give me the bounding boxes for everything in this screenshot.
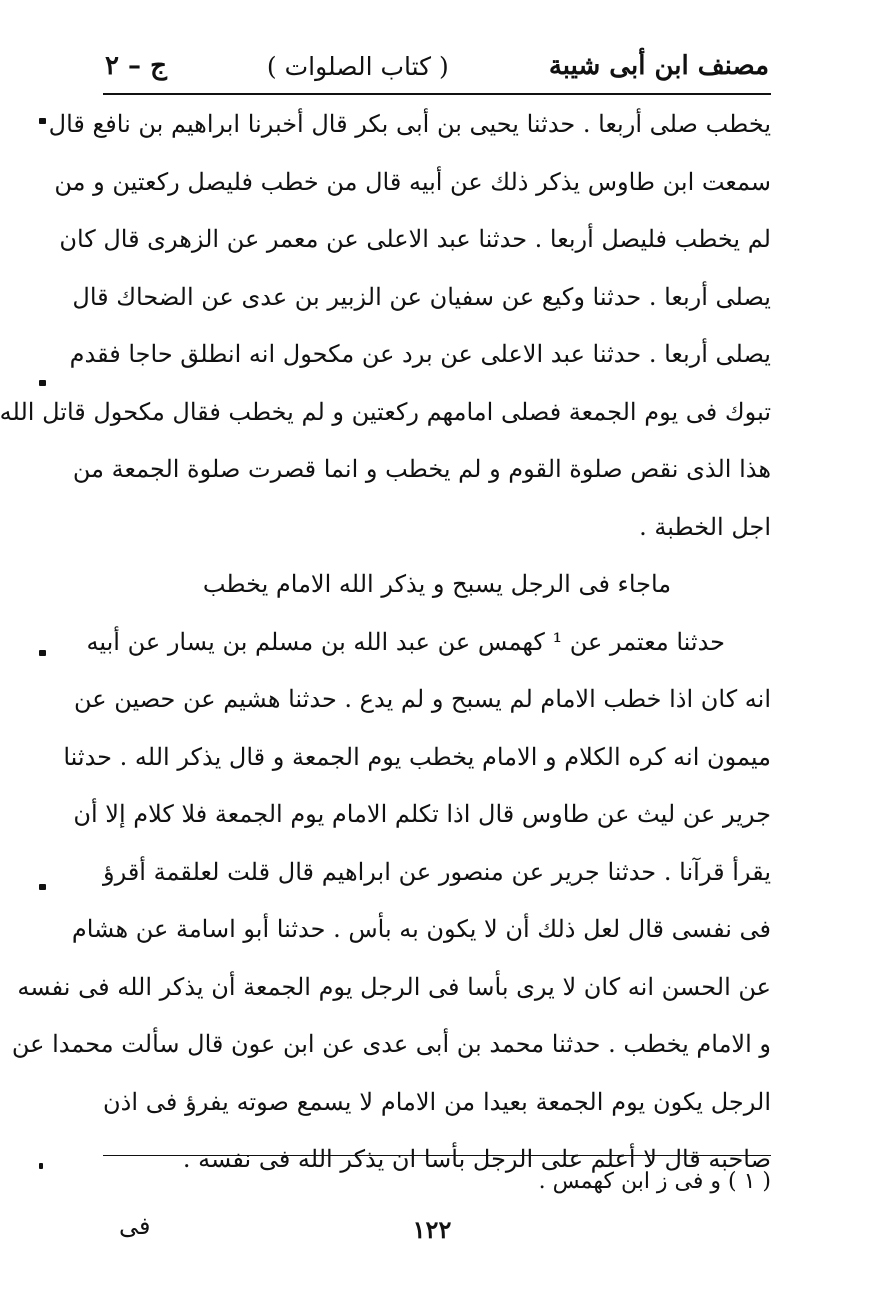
- text-line: سمعت ابن طاوس يذكر ذلك عن أبيه قال من خطب فليصل ركعتين و من: [54, 167, 771, 196]
- text-line: يصلى أربعا . حدثنا وكيع عن سفيان عن الزبير بن عدى عن الضحاك قال: [72, 282, 771, 311]
- text-line: يصلى أربعا . حدثنا عبد الاعلى عن برد عن مكحول انه انطلق حاجا فقدم: [69, 340, 771, 368]
- running-header: [105, 42, 769, 90]
- text-line: اجل الخطبة .: [639, 512, 771, 541]
- section-heading: ماجاء فى الرجل يسبح و يذكر الله الامام يخطب: [202, 570, 672, 598]
- header-rule: [103, 93, 771, 95]
- text-line: عن الحسن انه كان لا يرى بأسا فى الرجل يوم الجمعة أن يذكر الله فى نفسه: [17, 972, 771, 1001]
- text-line: و الامام يخطب . حدثنا محمد بن أبى عدى عن ابن عون قال سألت محمدا عن: [11, 1030, 771, 1058]
- text-line: جرير عن ليث عن طاوس قال اذا تكلم الامام يوم الجمعة فلا كلام إلا أن: [73, 800, 771, 828]
- text-line: صاحبه قال لا أعلم على الرجل بأسا ان يذكر الله فى نفسه .: [182, 1145, 771, 1173]
- footnote: ( ١ ) و فى ز ابن كهمس .: [538, 1169, 771, 1194]
- text-line: هذا الذى نقص صلوة القوم و لم يخطب و انما قصرت صلوة الجمعة من: [72, 455, 771, 483]
- text-line: يخطب صلى أربعا . حدثنا يحيى بن أبى بكر قال أخبرنا ابراهيم بن نافع قال: [48, 110, 771, 138]
- text-body: [0, 96, 771, 1189]
- text-line: حدثنا معتمر عن ¹ كهمس عن عبد الله بن مسلم بن يسار عن أبيه: [86, 627, 725, 656]
- footnote-rule: [103, 1155, 771, 1156]
- text-line: لم يخطب فليصل أربعا . حدثنا عبد الاعلى عن معمر عن الزهرى قال كان: [59, 225, 771, 253]
- volume-label: ج – ٢: [105, 51, 167, 81]
- binding-hole-mark: [39, 884, 46, 890]
- binding-hole-mark: [39, 650, 46, 656]
- page-number: ١٢٢: [412, 1215, 452, 1244]
- catchword: فى: [119, 1212, 151, 1240]
- chapter-title: ( كتاب الصلوات ): [266, 51, 449, 81]
- binding-hole-mark: [39, 1163, 43, 1169]
- text-line: يقرأ قرآنا . حدثنا جرير عن منصور عن ابراهيم قال قلت لعلقمة أقرؤ: [103, 857, 771, 886]
- book-title: مصنف ابن أبى شيبة: [548, 51, 769, 81]
- text-line: تبوك فى يوم الجمعة فصلى امامهم ركعتين و لم يخطب فقال مكحول قاتل الله: [0, 397, 771, 426]
- text-line: ميمون انه كره الكلام و الامام يخطب يوم الجمعة و قال يذكر الله . حدثنا: [63, 742, 771, 771]
- binding-hole-mark: [39, 380, 46, 386]
- binding-hole-mark: [39, 118, 46, 124]
- text-line: انه كان اذا خطب الامام لم يسبح و لم يدع . حدثنا هشيم عن حصين عن: [73, 685, 771, 713]
- text-line: فى نفسى قال لعل ذلك أن لا يكون به بأس . حدثنا أبو اسامة عن هشام: [71, 915, 771, 943]
- text-line: الرجل يكون يوم الجمعة بعيدا من الامام لا يسمع صوته يفرؤ فى اذن: [103, 1087, 771, 1116]
